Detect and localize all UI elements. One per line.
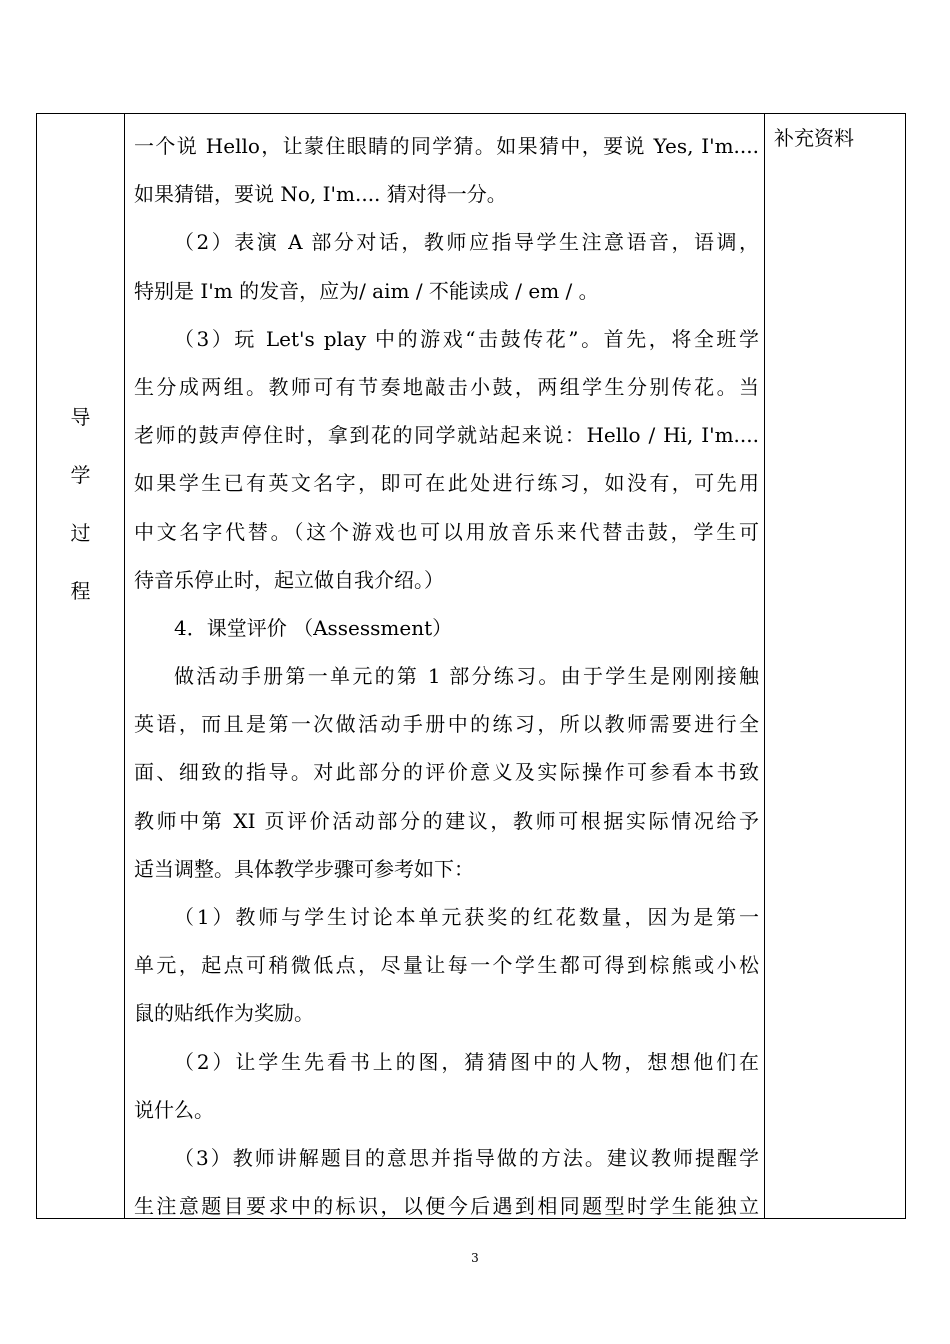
side-note: 补充资料: [774, 126, 854, 150]
text-line: （2）让学生先看书上的图，猜猜图中的人物，想想他们在: [174, 1049, 759, 1074]
text-line: 单元，起点可稍微低点，尽量让每一个学生都可得到棕熊或小松: [134, 953, 759, 978]
text-line: 待音乐停止时，起立做自我介绍。）: [134, 567, 444, 592]
section-label-char: 过: [70, 521, 91, 545]
text-line: 做活动手册第一单元的第 1 部分练习。由于学生是刚刚接触: [174, 664, 759, 689]
text-line: 老师的鼓声停住时，拿到花的同学就站起来说：Hello / Hi, I'm....: [134, 423, 759, 448]
text-line: 如果猜错，要说 No, I'm.... 猜对得一分。: [134, 182, 507, 207]
lesson-content: [134, 122, 759, 1230]
section-label-char: 导: [70, 405, 91, 429]
text-line: 适当调整。具体教学步骤可参考如下：: [134, 856, 474, 881]
page-number: 3: [471, 1251, 479, 1265]
section-label-char: 程: [70, 579, 91, 603]
text-line: （3）教师讲解题目的意思并指导做的方法。建议教师提醒学: [174, 1145, 759, 1170]
text-line: 4．课堂评价 （Assessment）: [174, 615, 453, 640]
text-line: 生分成两组。教师可有节奏地敲击小鼓，两组学生分别传花。当: [134, 374, 759, 399]
text-line: 特别是 I'm 的发音，应为/ aim / 不能读成 / em / 。: [134, 278, 599, 303]
text-line: （3）玩 Let's play 中的游戏“击鼓传花”。首先，将全班学: [174, 326, 759, 351]
text-line: 一个说 Hello，让蒙住眼睛的同学猜。如果猜中，要说 Yes, I'm....: [134, 134, 759, 158]
text-line: 生注意题目要求中的标识，以便今后遇到相同题型时学生能独立: [134, 1194, 759, 1219]
text-line: （1）教师与学生讨论本单元获奖的红花数量，因为是第一: [174, 905, 759, 929]
section-label-char: 学: [70, 463, 91, 487]
column-divider-right: [764, 114, 765, 1218]
text-line: 如果学生已有英文名字，即可在此处进行练习，如没有，可先用: [134, 471, 759, 496]
text-line: 说什么。: [134, 1097, 214, 1122]
text-line: 教师中第 XI 页评价活动部分的建议，教师可根据实际情况给予: [134, 808, 759, 833]
text-line: 鼠的贴纸作为奖励。: [134, 1001, 314, 1026]
text-line: 英语，而且是第一次做活动手册中的练习，所以教师需要进行全: [134, 712, 759, 737]
column-divider-left: [124, 114, 125, 1218]
text-line: （2）表演 A 部分对话，教师应指导学生注意语音，语调，: [174, 230, 759, 255]
text-line: 面、细致的指导。对此部分的评价意义及实际操作可参看本书致: [134, 760, 759, 785]
lesson-table: [36, 113, 906, 1219]
text-line: 中文名字代替。（这个游戏也可以用放音乐来代替击鼓，学生可: [134, 519, 759, 544]
section-label-column: [37, 114, 124, 1218]
